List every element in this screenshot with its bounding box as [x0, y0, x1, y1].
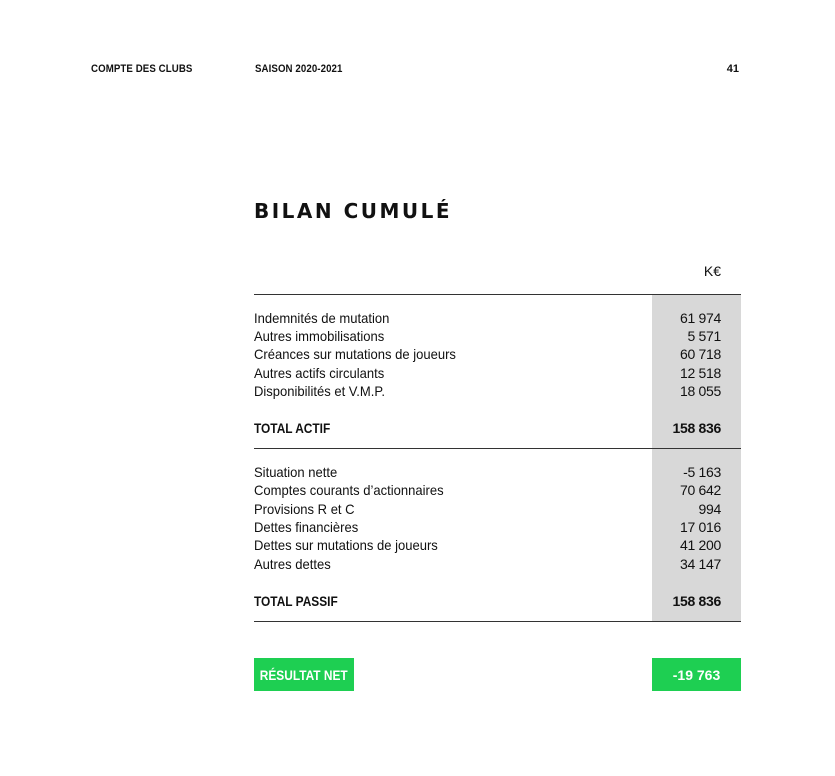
row-value: 5 571 — [687, 328, 721, 344]
row-label: Autres immobilisations — [254, 328, 385, 344]
result-net-value: -19 763 — [672, 666, 721, 683]
row-label: Provisions R et C — [254, 501, 355, 517]
table-row — [254, 346, 721, 364]
table-row — [254, 310, 721, 328]
row-value: 17 016 — [679, 519, 721, 535]
table-row — [254, 519, 721, 537]
table-row — [254, 537, 721, 555]
page-title: BILAN CUMULÉ — [254, 199, 453, 223]
row-label: Dettes sur mutations de joueurs — [254, 537, 438, 553]
row-label: Autres dettes — [254, 556, 331, 572]
unit-label: K€ — [703, 263, 721, 279]
table-row — [254, 501, 721, 519]
row-value: 41 200 — [679, 537, 721, 553]
header-season: SAISON 2020-2021 — [255, 63, 343, 75]
row-label: Situation nette — [254, 464, 338, 480]
row-value: 60 718 — [679, 346, 721, 362]
total-actif-label: TOTAL ACTIF — [254, 420, 331, 436]
table-rule-bottom — [254, 621, 741, 622]
table-row — [254, 482, 721, 500]
result-net-label-box — [254, 658, 354, 691]
table-row — [254, 383, 721, 401]
row-label: Créances sur mutations de joueurs — [254, 346, 456, 362]
result-net-value-box — [652, 658, 741, 691]
row-label: Autres actifs circulants — [254, 365, 385, 381]
total-actif-row — [254, 420, 721, 438]
row-label: Disponibilités et V.M.P. — [254, 383, 385, 399]
row-label: Dettes financières — [254, 519, 359, 535]
result-net-label: RÉSULTAT NET — [260, 666, 348, 683]
row-value: 12 518 — [679, 365, 721, 381]
page-number: 41 — [726, 63, 739, 75]
header-section-title: COMPTE DES CLUBS — [91, 63, 193, 75]
table-row — [254, 464, 721, 482]
table-row — [254, 365, 721, 383]
row-value: -5 163 — [683, 464, 721, 480]
row-value: 994 — [698, 501, 721, 517]
table-rule-middle — [254, 448, 741, 449]
total-passif-row — [254, 593, 721, 611]
total-passif-value: 158 836 — [672, 593, 721, 609]
table-row — [254, 328, 721, 346]
row-label: Indemnités de mutation — [254, 310, 390, 326]
row-value: 70 642 — [679, 482, 721, 498]
row-label: Comptes courants d’actionnaires — [254, 482, 444, 498]
row-value: 34 147 — [679, 556, 721, 572]
table-rule-top — [254, 294, 741, 295]
table-row — [254, 556, 721, 574]
total-actif-value: 158 836 — [672, 420, 721, 436]
row-value: 18 055 — [679, 383, 721, 399]
total-passif-label: TOTAL PASSIF — [254, 593, 338, 609]
row-value: 61 974 — [679, 310, 721, 326]
